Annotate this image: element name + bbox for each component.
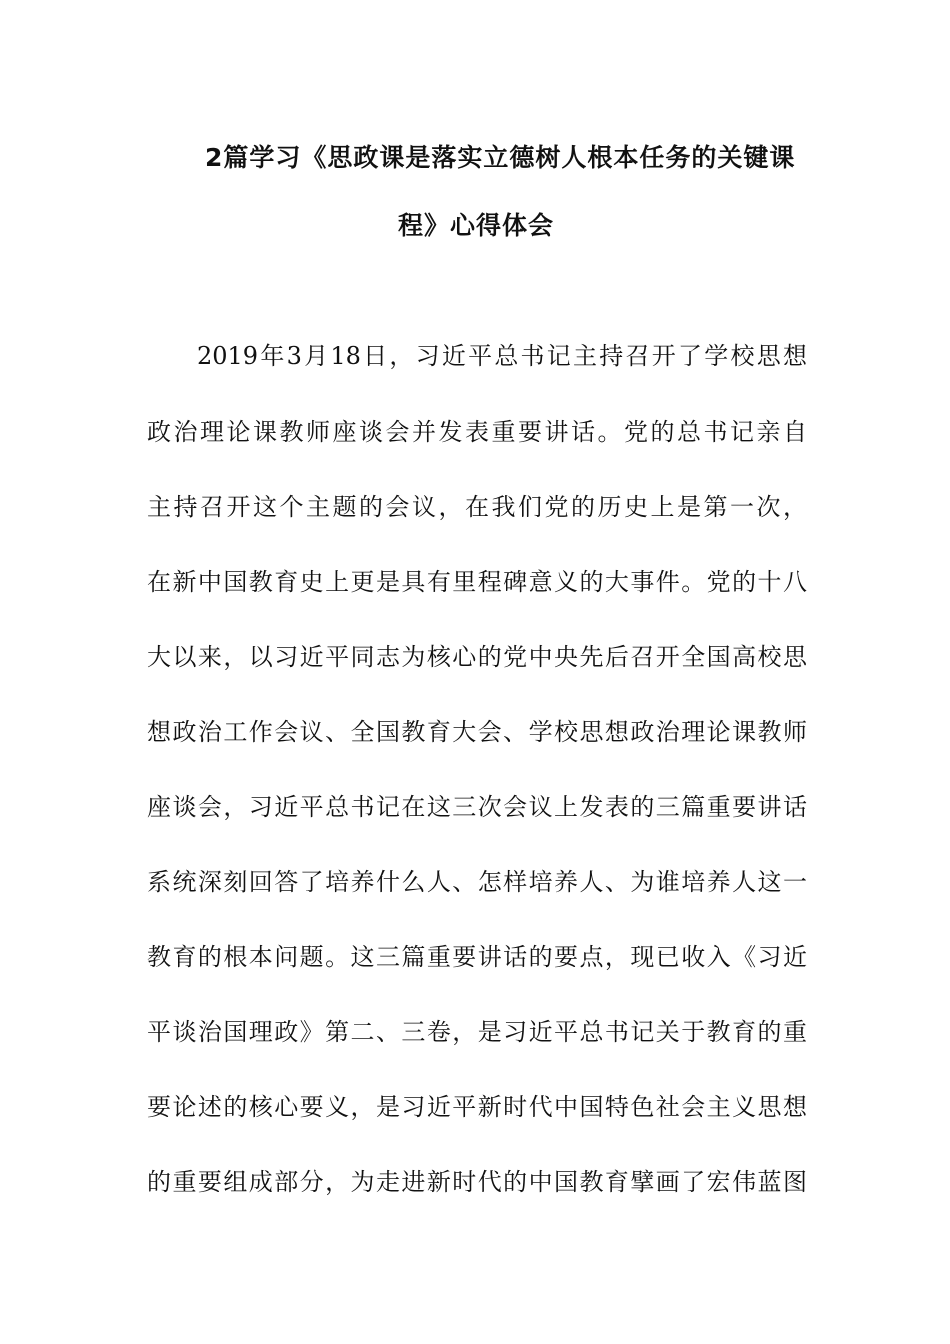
body-line: 政治理论课教师座谈会并发表重要讲话。党的总书记亲自 [147, 418, 807, 446]
body-line: 在新中国教育史上更是具有里程碑意义的大事件。党的十八 [147, 568, 807, 596]
body-line: 平谈治国理政》第二、三卷，是习近平总书记关于教育的重 [147, 1018, 807, 1046]
body-line: 教育的根本问题。这三篇重要讲话的要点，现已收入《习近 [147, 943, 807, 971]
body-line: 想政治工作会议、全国教育大会、学校思想政治理论课教师 [147, 718, 807, 746]
body-line: 大以来，以习近平同志为核心的党中央先后召开全国高校思 [147, 643, 807, 671]
document-title-line-1: 2篇学习《思政课是落实立德树人根本任务的关键课 [205, 143, 796, 172]
document-title-line-2: 程》心得体会 [398, 211, 555, 240]
body-line: 主持召开这个主题的会议，在我们党的历史上是第一次， [147, 493, 807, 521]
body-line: 系统深刻回答了培养什么人、怎样培养人、为谁培养人这一 [147, 868, 807, 896]
body-line: 2019年3月18日，习近平总书记主持召开了学校思想 [197, 342, 807, 370]
body-line: 要论述的核心要义，是习近平新时代中国特色社会主义思想 [147, 1093, 807, 1121]
body-line: 座谈会，习近平总书记在这三次会议上发表的三篇重要讲话 [147, 793, 807, 821]
body-line: 的重要组成部分，为走进新时代的中国教育擘画了宏伟蓝图 [147, 1168, 807, 1196]
